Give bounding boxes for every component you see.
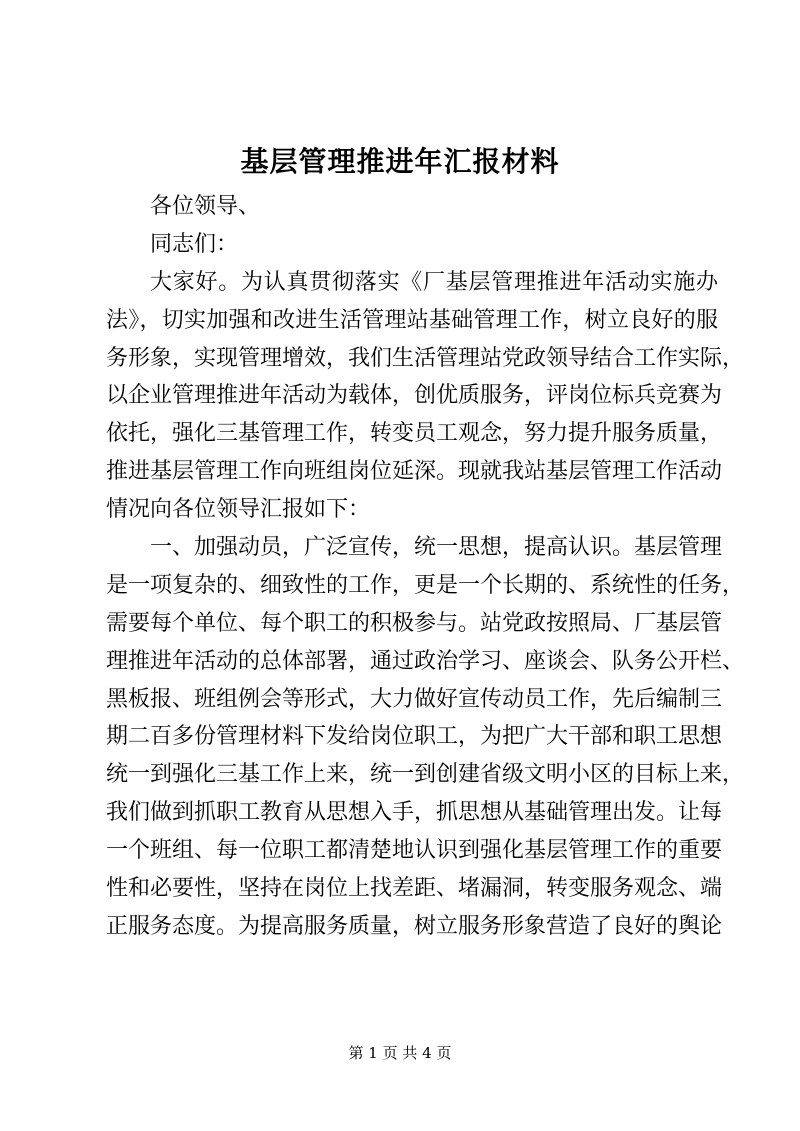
- body-line: 大家好。为认真贯彻落实《厂基层管理推进年活动实施办: [150, 269, 718, 295]
- body-line: 理推进年活动的总体部署，通过政治学习、座谈会、队务公开栏、: [106, 648, 745, 674]
- body-line: 期二百多份管理材料下发给岗位职工，为把广大干部和职工思想: [106, 724, 723, 750]
- body-line: 是一项复杂的、细致性的工作，更是一个长期的、系统性的任务，: [106, 572, 745, 598]
- body-line: 性和必要性，坚持在岗位上找差距、堵漏洞，转变服务观念、端: [106, 876, 723, 902]
- body-line: 情况向各位领导汇报如下：: [106, 497, 371, 523]
- body-line: 各位领导、: [150, 194, 261, 219]
- body-line: 推进基层管理工作向班组岗位延深。现就我站基层管理工作活动: [106, 459, 723, 485]
- body-line: 法》，切实加强和改进生活管理站基础管理工作，树立良好的服: [106, 307, 718, 333]
- body-line: 一个班组、每一位职工都清楚地认识到强化基层管理工作的重要: [106, 838, 723, 864]
- body-line: 正服务态度。为提高服务质量，树立服务形象营造了良好的舆论: [106, 913, 723, 939]
- body-line: 我们做到抓职工教育从思想入手，抓思想从基础管理出发。让每: [106, 800, 723, 826]
- body-line: 一、加强动员，广泛宣传，统一思想，提高认识。基层管理: [150, 535, 723, 561]
- body-line: 以企业管理推进年活动为载体，创优质服务，评岗位标兵竞赛为: [106, 383, 723, 409]
- body-line: 务形象，实现管理增效，我们生活管理站党政领导结合工作实际，: [106, 345, 745, 371]
- body-line: 同志们：: [150, 231, 239, 257]
- body-line: 需要每个单位、每个职工的积极参与。站党政按照局、厂基层管: [106, 610, 723, 636]
- document-body: [106, 188, 745, 946]
- page-footer: 第 1 页 共 4 页: [348, 1044, 452, 1062]
- body-line: 统一到强化三基工作上来，统一到创建省级文明小区的目标上来，: [106, 762, 745, 788]
- body-line: 黑板报、班组例会等形式，大力做好宣传动员工作，先后编制三: [106, 686, 723, 712]
- body-line: 依托，强化三基管理工作，转变员工观念，努力提升服务质量，: [106, 421, 723, 447]
- document-title: 基层管理推进年汇报材料: [240, 145, 560, 178]
